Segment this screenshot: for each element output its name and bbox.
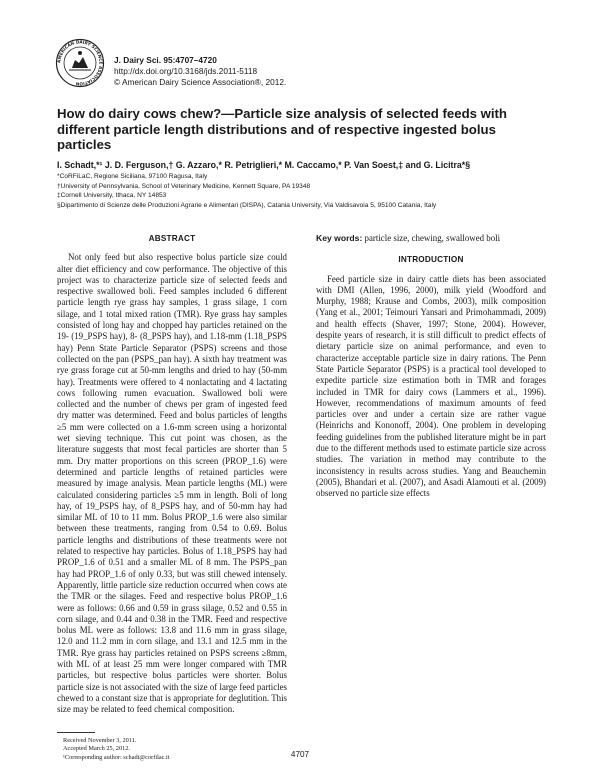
accepted-date: Accepted March 25, 2012. <box>63 745 130 753</box>
article-title: How do dairy cows chew?—Particle size analysis of selected feeds with different particle length distributions and of respective ingested bolus particles <box>57 106 507 152</box>
affiliation-line: †University of Pennsylvania, School of Veterinary Medicine, Kennett Square, PA 19348 <box>57 182 311 190</box>
affiliation-line: ‡Cornell University, Ithaca, NY 14853 <box>57 192 167 200</box>
abstract-heading: ABSTRACT <box>148 234 196 243</box>
doi-link[interactable]: http://dx.doi.org/10.3168/jds.2011-5118 <box>114 66 258 76</box>
right-column <box>316 233 546 500</box>
journal-citation: J. Dairy Sci. 95:4707–4720 <box>114 55 217 65</box>
keywords-label: Key words: <box>316 233 363 243</box>
copyright-line: © American Dairy Science Association®, 2012. <box>114 77 287 87</box>
affiliations <box>57 172 567 211</box>
ads-association-seal <box>55 38 105 88</box>
author-list: I. Schadt,*¹ J. D. Ferguson,† G. Azzaro,* R. Petriglieri,* M. Caccamo,* P. Van Soest,‡ and G. Licitra*§ <box>57 160 471 170</box>
introduction-heading: INTRODUCTION <box>398 255 464 265</box>
received-date: Received November 3, 2011. <box>63 737 137 744</box>
svg-text:AMERICAN DAIRY SCIENCE ASSOCIA: AMERICAN DAIRY SCIENCE ASSOCIATION <box>56 39 104 87</box>
keywords-text: particle size, chewing, swallowed boli <box>364 233 501 243</box>
affiliation-line: §Dipartimento di Scienze delle Produzioni Agrarie e Alimentari (DISPA), Catania University, Via Valdisavoia 5, 95100 Catania, Italy <box>57 202 437 210</box>
left-column <box>57 233 287 715</box>
introduction-body: Feed particle size in dairy cattle diets has been associated with DMI (Allen, 1996, 2000), milk yield (Woodford and Murphy, 1988; Krause and Combs, 2003), milk composition (Yang et al., 2001; Teimouri Yansari and Primohammadi, 2009) and health effects (Shaver, 1997; Stone, 2004). However, despite years of research, it is still difficult to predict effects of dietary particle size on animal performance, and even to characterize acceptable particle size in dairy rations. The Penn State Particle Separator (PSPS) is a practical tool developed to expedite particle size estimation both in TMR and forages included in TMR for dairy cows (Lammers et al., 1996). However, recommendations of maximum amounts of feed particles over and under a certain size are rather vague (Heinrichs and Kononoff, 2004). One problem in developing feeding guidelines from the published literature might be in part due to the different methods used to estimate particle size across studies. The variation in method may contribute to the inconsistency in results across studies. Yang and Beauchemin (2005), Bhandari et al. (2007), and Asadi Alamouti et al. (2009) observed no particle size effects <box>316 273 546 499</box>
keywords-line <box>316 233 546 244</box>
abstract-body: Not only feed but also respective bolus particle size could alter diet efficiency and cow performance. The objective of this project was to characterize particle size of selected feeds and respective swallowed boli. Feed samples included 6 different particle length rye grass hay samples, 1 grass silage, 1 corn silage, and 1 total mixed ration (TMR). Rye grass hay samples consisted of long hay and chopped hay particles retained on the 19- (19_PSPS hay), 8- (8_PSPS hay), and 1.18-mm (1.18_PSPS hay) Penn State Particle Separator (PSPS) screens and those collected on the pan (PSPS_pan hay). A sixth hay treatment was rye grass forage cut at 50-mm lengths and dried to hay (50-mm hay). Treatments were offered to 4 nonlactating and 4 lactating cows following rumen evacuation. Swallowed boli were collected and the number of chews per gram of ingested feed dry matter was determined. Feed and bolus particles of lengths ≥5 mm were collected on a 1.6-mm screen using a horizontal wet sieving technique. This cut point was chosen, as the literature suggests that most fecal particles are shorter than 5 mm. Dry matter proportions on this screen (PROP_1.6) were determined and particle lengths of retained particles were measured by image analysis. Mean particle lengths (ML) were calculated considering particles ≥5 mm in length. Boli of long hay, of 19_PSPS hay, of 8_PSPS hay, and of 50-mm hay had similar ML of 10 to 11 mm. Bolus PROP_1.6 were also similar between these treatments, ranging from 0.54 to 0.69. Bolus particle lengths and distributions of these treatments were not related to respective hay particles. Bolus of 1.18_PSPS hay had PROP_1.6 of 0.51 and a smaller ML of 8 mm. The PSPS_pan hay had PROP_1.6 of only 0.33, but was still chewed intensely. Apparently, little particle size reduction occurred when cows ate the TMR or the silages. Feed and respective bolus PROP_1.6 were as follows: 0.66 and 0.59 in grass silage, 0.52 and 0.55 in corn silage, and 0.44 and 0.38 in the TMR. Feed and respective bolus ML were as follows: 13.8 and 11.6 mm in grass silage, 12.0 and 11.2 mm in corn silage, and 13.1 and 12.5 mm in the TMR. Rye grass hay particles retained on PSPS screens ≥8mm, with ML of at least 25 mm were longer compared with TMR particles, but respective bolus particles were shorter. Bolus particle size is not associated with the size of large feed particles chewed to a constant size that is appropriate for deglutition. This size may be related to feed chemical composition. <box>57 252 287 715</box>
page-number: 4707 <box>290 750 310 759</box>
corresponding-author: ¹Corresponding author: schadt@corfilac.it <box>63 753 170 761</box>
footnote-rule <box>57 732 95 733</box>
journal-header <box>114 55 286 88</box>
affiliation-line: *CoRFiLaC, Regione Siciliana, 97100 Ragusa, Italy <box>57 173 208 180</box>
